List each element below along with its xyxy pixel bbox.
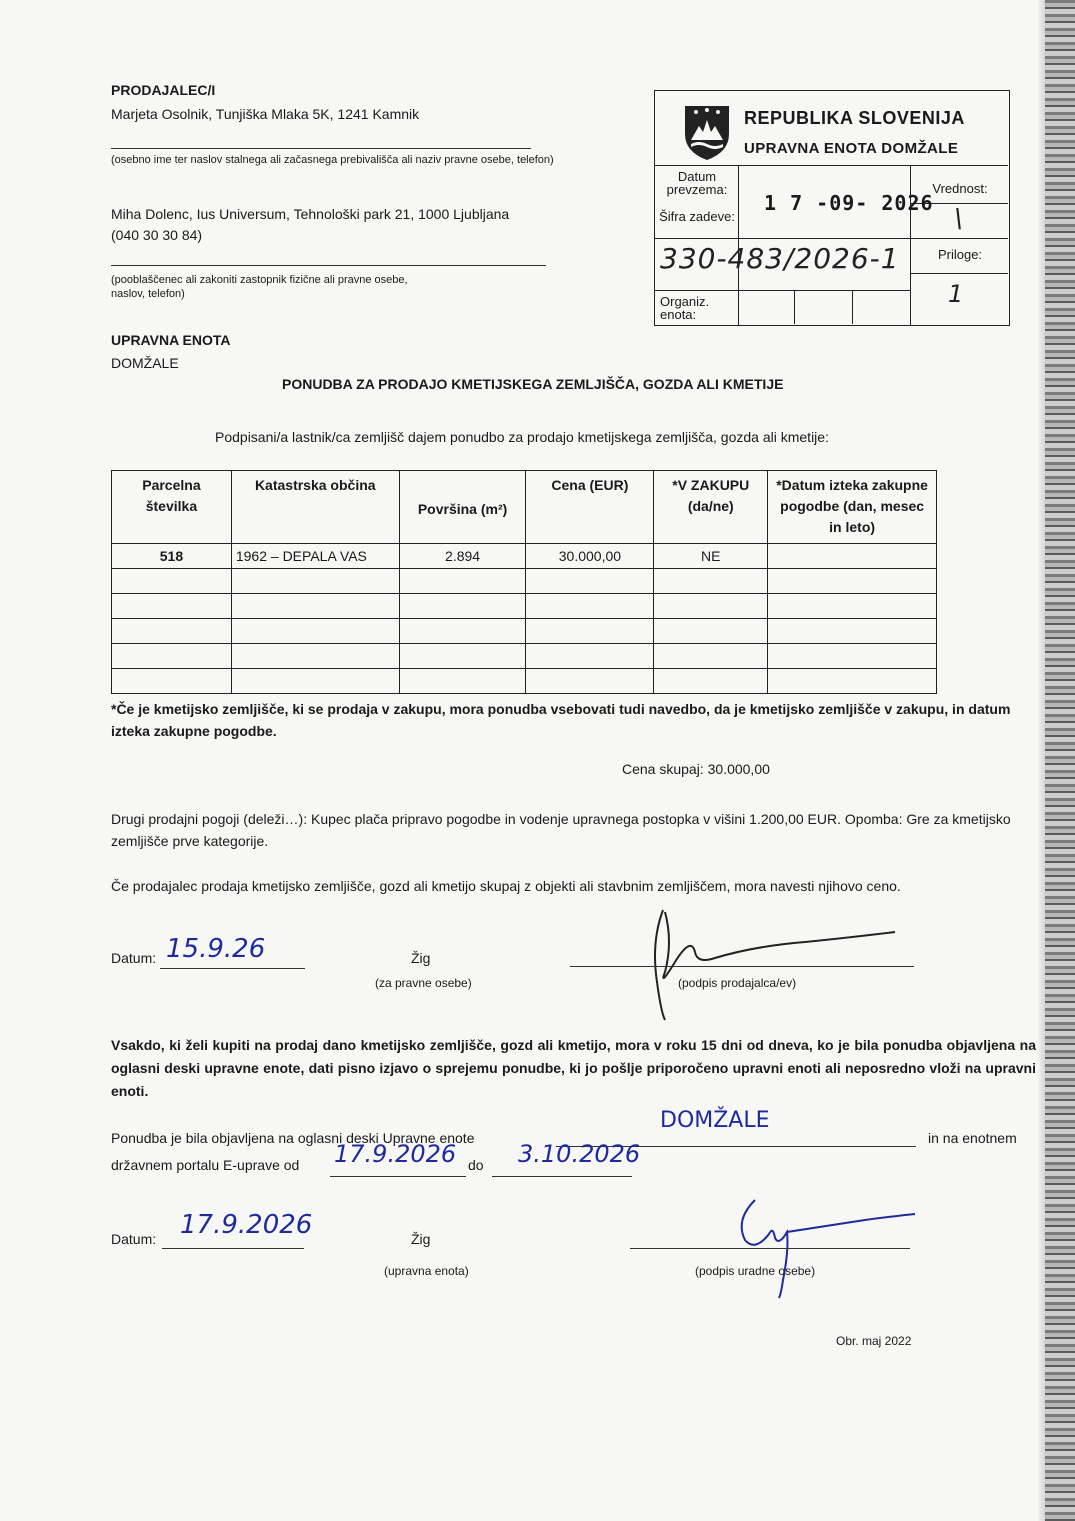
- seller-date-label: Datum:: [111, 950, 157, 966]
- publication-from-rule: [330, 1176, 466, 1177]
- cell-lease: NE: [654, 544, 768, 569]
- seller-date-rule: [160, 968, 305, 969]
- case-number: 330-483/2026-1: [660, 242, 900, 275]
- stamp-line: [794, 290, 795, 324]
- value-label: Vrednost:: [932, 181, 988, 196]
- office-sign-hint: (podpis uradne osebe): [695, 1264, 816, 1278]
- cell-parcel: 518: [112, 544, 232, 569]
- stamp-title: REPUBLIKA SLOVENIJA: [744, 108, 965, 128]
- table-header-row: [112, 471, 937, 544]
- attachments-value: 1: [948, 280, 964, 308]
- stamp-line: [654, 290, 910, 291]
- attachments-label: Priloge:: [937, 247, 983, 262]
- office-date-rule: [162, 1248, 304, 1249]
- office-date-value: 17.9.2026: [180, 1210, 313, 1240]
- other-terms: Drugi prodajni pogoji (deleži…): Kupec plača pripravo pogodbe in vodenje upravnega postopka v višini 1.200,00 EUR. Opomba: Gre za kmetijsko zemljišče prve kategorije.: [111, 811, 1011, 849]
- seller-stamp-label: Žig: [411, 950, 431, 966]
- seller-name-address: Marjeta Osolnik, Tunjiška Mlaka 5K, 1241 Kamnik: [111, 106, 420, 122]
- seller-heading: PRODAJALEC/I: [111, 82, 216, 98]
- office-signature: [725, 1190, 925, 1300]
- seller-stamp-hint: (za pravne osebe): [375, 976, 472, 990]
- seller-rule: [111, 148, 531, 149]
- table-row: [112, 594, 937, 619]
- scan-edge-shadow: [1037, 0, 1045, 1521]
- table-row: [112, 644, 937, 669]
- received-date: 1 7 -09- 2026: [764, 191, 934, 215]
- table-row: [112, 569, 937, 594]
- form-intro: Podpisani/a lastnik/ca zemljišč dajem ponudbo za prodajo kmetijskega zemljišča, gozda ali kmetije:: [215, 429, 829, 445]
- header-lease-end: *Datum izteka zakupne pogodbe (dan, mesec in leto): [768, 471, 937, 544]
- publication-prefix: Ponudba je bila objavljena na oglasni deski Upravne enote: [111, 1130, 475, 1146]
- seller-sign-rule: [570, 966, 914, 967]
- representative: Miha Dolenc, Ius Universum, Tehnološki park 21, 1000 Ljubljana: [111, 206, 510, 222]
- publication-to-label: do: [468, 1157, 484, 1173]
- coat-of-arms-icon: [682, 104, 732, 162]
- received-label: Datum prevzema:: [666, 169, 728, 197]
- publication-to-rule: [492, 1176, 632, 1177]
- cell-area: 2.894: [399, 544, 526, 569]
- seller-signature: [635, 902, 925, 1022]
- cell-cadastral: 1962 – DEPALA VAS: [231, 544, 399, 569]
- value-mark: \: [954, 204, 963, 234]
- stamp-line: [654, 238, 1008, 239]
- parcels-table: [111, 470, 937, 694]
- unit-label: Organiz. enota:: [660, 294, 710, 322]
- table-row: [112, 544, 937, 569]
- form-footer: Obr. maj 2022: [836, 1334, 912, 1348]
- publication-office: DOMŽALE: [660, 1108, 770, 1133]
- office-sign-rule: [630, 1248, 910, 1249]
- office-stamp-hint: (upravna enota): [384, 1264, 469, 1278]
- representative-phone: (040 30 30 84): [111, 227, 203, 243]
- buyer-notice: Vsakdo, ki želi kupiti na prodaj dano kmetijsko zemljišče, gozd ali kmetijo, mora v roku 15 dni od dneva, ko je bila ponudba objavljena na oglasni deski upravne enote, dati pisno izjavo o sprejemu ponudbe, ki jo pošlje priporočeno upravni enoti ali neposredno vloži na upravni enoti.: [111, 1037, 1036, 1099]
- representative-rule: [111, 265, 546, 266]
- scan-edge: [1045, 0, 1075, 1521]
- price-total: Cena skupaj: 30.000,00: [622, 761, 770, 777]
- header-area: Površina (m²): [399, 471, 526, 544]
- publication-suffix: in na enotnem: [928, 1130, 1017, 1146]
- publication-from: 17.9.2026: [334, 1140, 457, 1168]
- table-row: [112, 619, 937, 644]
- representative-hint: (pooblaščenec ali zakoniti zastopnik fizične ali pravne osebe, naslov, telefon): [111, 274, 408, 300]
- seller-sign-hint: (podpis prodajalca/ev): [678, 976, 797, 990]
- stamp-subtitle: UPRAVNA ENOTA DOMŽALE: [744, 140, 959, 157]
- code-label: Šifra zadeve:: [659, 209, 735, 224]
- publication-to: 3.10.2026: [518, 1140, 641, 1168]
- office-name: DOMŽALE: [111, 355, 179, 371]
- registry-stamp: [654, 90, 1010, 326]
- cell-lease-end: [768, 544, 937, 569]
- header-parcel: Parcelna številka: [112, 471, 232, 544]
- cell-price: 30.000,00: [526, 544, 654, 569]
- header-cadastral: Katastrska občina: [231, 471, 399, 544]
- seller-hint: (osebno ime ter naslov stalnega ali začasnega prebivališča ali naziv pravne osebe, telefon): [111, 154, 554, 166]
- header-lease: *V ZAKUPU (da/ne): [654, 471, 768, 544]
- seller-date-value: 15.9.26: [166, 934, 266, 964]
- stamp-line: [654, 165, 1008, 166]
- office-date-label: Datum:: [111, 1231, 157, 1247]
- header-price: Cena (EUR): [526, 471, 654, 544]
- form-title: PONUDBA ZA PRODAJO KMETIJSKEGA ZEMLJIŠČA, GOZDA ALI KMETIJE: [282, 376, 784, 392]
- publication-line2: državnem portalu E-uprave od: [111, 1157, 300, 1173]
- office-heading: UPRAVNA ENOTA: [111, 332, 231, 348]
- stamp-line: [910, 165, 911, 325]
- stamp-line: [910, 273, 1008, 274]
- office-stamp-label: Žig: [411, 1231, 431, 1247]
- stamp-line: [852, 290, 853, 324]
- lease-note: *Če je kmetijsko zemljišče, ki se prodaja v zakupu, mora ponudba vsebovati tudi navedbo, da je kmetijsko zemljišče v zakupu, in datum izteka zakupne pogodbe.: [111, 701, 1011, 739]
- table-row: [112, 669, 937, 694]
- objects-note: Če prodajalec prodaja kmetijsko zemljišče, gozd ali kmetijo skupaj z objekti ali stavbnim zemljiščem, mora navesti njihovo ceno.: [111, 878, 901, 894]
